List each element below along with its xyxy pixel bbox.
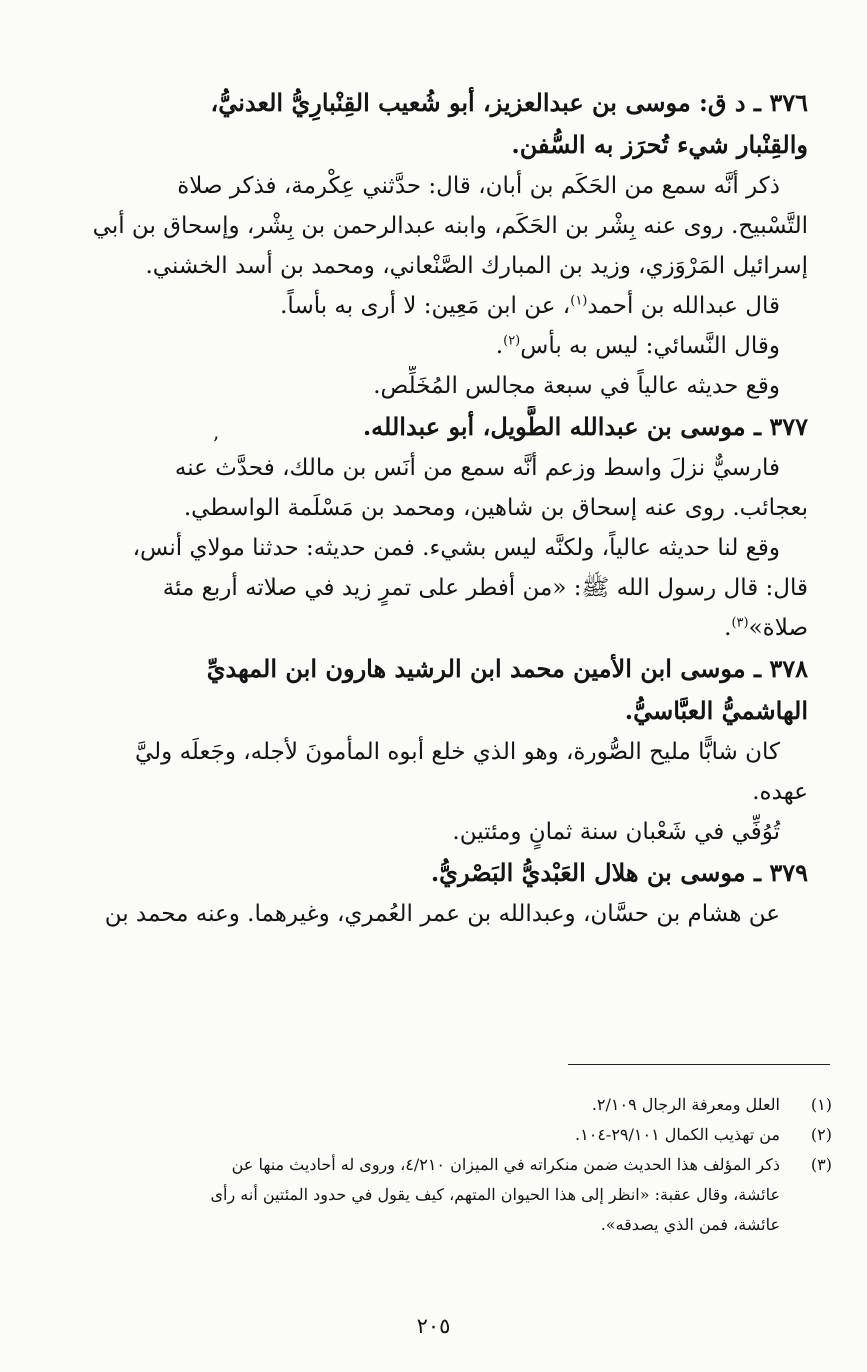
body-line: وقع حديثه عالياً في سبعة مجالس المُخَلِّص.	[373, 373, 780, 399]
entry-heading	[80, 82, 808, 166]
footnote-number: (٢)	[810, 1125, 832, 1144]
stray-mark: ʼ	[212, 432, 219, 456]
body-line: عهده.	[752, 779, 808, 805]
body-line: تُوُفِّي في شَعْبان سنة ثمانٍ ومئتين.	[452, 819, 780, 845]
body-line: وقع لنا حديثه عالياً، ولكنَّه ليس بشيء. فمن حديثه: حدثنا مولاي أنس،	[132, 535, 780, 561]
heading-line: ٣٧٨ ـ موسى ابن الأمين محمد ابن الرشيد هارون ابن المهديِّ	[206, 654, 808, 683]
entry-heading: ٣٧٧ ـ موسى بن عبدالله الطَّويل، أبو عبدالله.	[362, 412, 808, 441]
page-number: ٢٠٥	[416, 1314, 451, 1338]
footnote-ref[interactable]: (٣)	[731, 615, 749, 631]
footnote-text: من تهذيب الكمال ٢٩/١٠١-١٠٤.	[575, 1125, 780, 1144]
footnote-ref[interactable]: (١)	[570, 293, 588, 309]
footnote-number: (١)	[810, 1095, 832, 1114]
footnote	[80, 1150, 832, 1240]
body-line: عن هشام بن حسَّان، وعبدالله بن عمر العُمري، وغيرهما. وعنه محمد بن	[104, 901, 780, 927]
footnotes	[80, 1090, 832, 1240]
footnote-separator	[568, 1064, 830, 1065]
heading-line: ٣٧٦ ـ د ق: موسى بن عبدالعزيز، أبو شُعيب القِنْبارِيُّ العدنيُّ،	[210, 88, 808, 117]
footnote	[80, 1120, 832, 1150]
body-line: قال عبدالله بن أحمد$^{(١)}$، عن ابن مَعِين: لا أرى به بأساً.	[280, 293, 780, 319]
body-line: فارسيٌّ نزلَ واسط وزعم أنَّه سمع من أنَس بن مالك، فحدَّث عنه	[174, 455, 780, 481]
body-line: التَّسْبيح. روى عنه بِشْر بن الحَكَم، وابنه عبدالرحمن بن بِشْر، وإسحاق بن أبي	[92, 213, 808, 239]
heading-line: الهاشميُّ العبَّاسيُّ.	[624, 696, 808, 725]
body-line: ذكر أنَّه سمع من الحَكَم بن أبان، قال: حدَّثني عِكْرمة، فذكر صلاة	[177, 173, 780, 199]
footnote-ref[interactable]: (٢)	[503, 333, 521, 349]
heading-line: والقِنْبار شيء تُحرَز به السُّفن.	[511, 130, 808, 159]
main-text	[80, 82, 808, 934]
footnote-text: ذكر المؤلف هذا الحديث ضمن منكراته في الميزان ٤/٢١٠، وروى له أحاديث منها عن عائشة، وقال عقبة: «انظر إلى هذا الحيوان المتهم، كيف يقول في حدود المئتين أنه رأى عائشة، فمن الذي يصدقه».	[210, 1155, 780, 1234]
body-line: وقال النَّسائي: ليس به بأس$^{(٢)}$.	[495, 333, 780, 359]
body-line: كان شابًّا مليح الصُّورة، وهو الذي خلع أبوه المأمونَ لأجله، وجَعلَه وليَّ	[134, 739, 780, 765]
footnote	[80, 1090, 832, 1120]
footnote-number: (٣)	[810, 1155, 832, 1174]
body-line: بعجائب. روى عنه إسحاق بن شاهين، ومحمد بن مَسْلَمة الواسطي.	[183, 495, 808, 521]
entry-heading: ٣٧٩ ـ موسى بن هلال العَبْديُّ البَصْريُّ.	[430, 858, 808, 887]
body-line: إسرائيل المَرْوَزي، وزيد بن المبارك الصَّنْعاني، ومحمد بن أسد الخشني.	[145, 253, 808, 279]
body-line: صلاة»$^{(٣)}$.	[724, 615, 808, 641]
body-line: قال: قال رسول الله ﷺ: «من أفطر على تمرٍ زيد في صلاته أربع مئة	[162, 575, 808, 601]
footnote-text: العلل ومعرفة الرجال ٢/١٠٩.	[591, 1095, 780, 1114]
